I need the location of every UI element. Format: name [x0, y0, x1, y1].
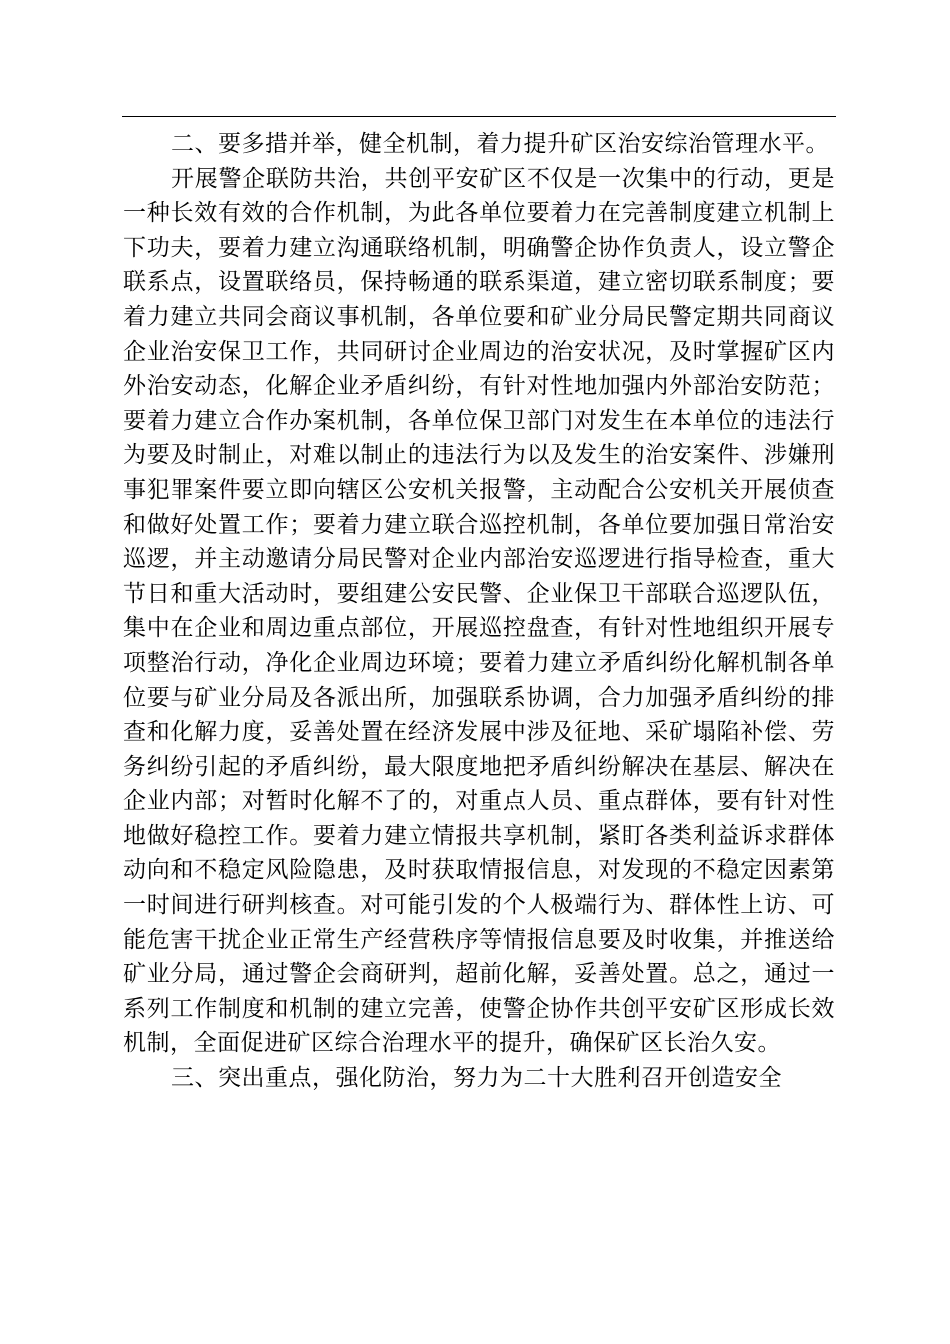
document-body [123, 127, 835, 1096]
header-rule [122, 116, 836, 117]
section-three-heading: 三、突出重点，强化防治，努力为二十大胜利召开创造安全 [171, 1065, 782, 1092]
body-paragraph: 开展警企联防共治，共创平安矿区不仅是一次集中的行动，更是一种长效有效的合作机制，为此各单位要着力在完善制度建立机制上下功夫，要着力建立沟通联络机制，明确警企协作负责人，设立警企联系点，设置联络员，保持畅通的联系渠道，建立密切联系制度；要着力建立共同会商议事机制，各单位要和矿业分局民警定期共同商议企业治安保卫工作，共同研讨企业周边的治安状况，及时掌握矿区内外治安动态，化解企业矛盾纠纷，有针对性地加强内外部治安防范；要着力建立合作办案机制，各单位保卫部门对发生在本单位的违法行为要及时制止，对难以制止的违法行为以及发生的治安案件、涉嫌刑事犯罪案件要立即向辖区公安机关报警，主动配合公安机关开展侦查和做好处置工作；要着力建立联合巡控机制，各单位要加强日常治安巡逻，并主动邀请分局民警对企业内部治安巡逻进行指导检查，重大节日和重大活动时，要组建公安民警、企业保卫干部联合巡逻队伍，集中在企业和周边重点部位，开展巡控盘查，有针对性地组织开展专项整治行动，净化企业周边环境；要着力建立矛盾纠纷化解机制各单位要与矿业分局及各派出所，加强联系协调，合力加强矛盾纠纷的排查和化解力度，妥善处置在经济发展中涉及征地、采矿塌陷补偿、劳务纠纷引起的矛盾纠纷，最大限度地把矛盾纠纷解决在基层、解决在企业内部；对暂时化解不了的，对重点人员、重点群体，要有针对性地做好稳控工作。要着力建立情报共享机制，紧盯各类利益诉求群体动向和不稳定风险隐患，及时获取情报信息，对发现的不稳定因素第一时间进行研判核查。对可能引发的个人极端行为、群体性上访、可能危害干扰企业正常生产经营秩序等情报信息要及时收集，并推送给矿业分局，通过警企会商研判，超前化解，妥善处置。总之，通过一系列工作制度和机制的建立完善，使警企协作共创平安矿区形成长效机制，全面促进矿区综合治理水平的提升，确保矿区长治久安。 [123, 165, 835, 1057]
section-two-heading: 二、要多措并举，健全机制，着力提升矿区治安综治管理水平。 [171, 131, 829, 157]
